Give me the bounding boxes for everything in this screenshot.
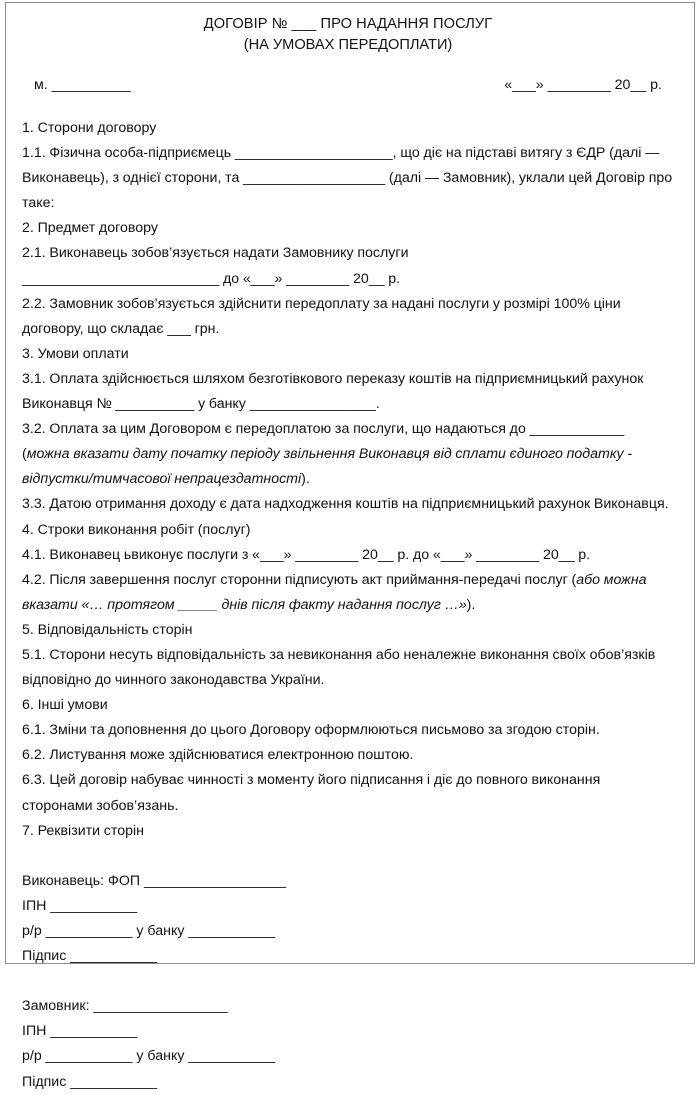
customer-account-line: р/р ___________ у банку ___________ (22, 1048, 276, 1065)
section-6-heading: 6. Інші умови (22, 697, 108, 714)
clause-4-2 (22, 568, 674, 618)
clause-4-1: 4.1. Виконавец ьвиконує послуги з «___» ________ 20__ р. до «___» ________ 20__ р. (22, 546, 591, 563)
requisites-spacer-top (22, 844, 674, 869)
clause-6-3: 6.3. Цей договір набуває чинності з моменту його підписання і діє до повного виконання сторонами зобов’язань. (22, 772, 605, 814)
clause-3-2 (22, 417, 674, 492)
executor-requisites-block (22, 869, 674, 969)
section-5-heading: 5. Відповідальність сторін (22, 621, 193, 638)
section-2-heading: 2. Предмет договору (22, 220, 158, 237)
section-7-heading: 7. Реквізити сторін (22, 822, 144, 839)
customer-tax-id-line: ІПН ___________ (22, 1023, 138, 1040)
document-title-line-2: (НА УМОВАХ ПЕРЕДОПЛАТИ) (243, 37, 453, 53)
clause-2-2: 2.2. Замовник зобов’язується здійснити передоплату за надані послуги у розмірі 100% ціни договору, що складає ___ грн. (22, 295, 625, 337)
customer-name-line: Замовник: _________________ (22, 998, 228, 1015)
executor-account-line: р/р ___________ у банку ___________ (22, 923, 276, 939)
clause-4-2-note: або можна вказати «… протягом _____ днів після факту надання послуг …» (22, 571, 651, 613)
clause-3-2-note: можна вказати дату початку періоду звільнення Виконавця від сплати єдиного податку - відпустки/тимчасової непрацездатності (22, 446, 636, 488)
executor-signature-line: Підпис ___________ (22, 948, 158, 965)
date-field: «___» ________ 20__ р. (504, 77, 662, 93)
customer-signature-line: Підпис ___________ (22, 1073, 158, 1090)
clause-2-1: 2.1. Виконавець зобов’язується надати Замовнику послуги (22, 245, 409, 262)
document-title-line-1: ДОГОВІР № ___ ПРО НАДАННЯ ПОСЛУГ (203, 16, 493, 32)
clause-6-2: 6.2. Листування може здійснюватися електронною поштою. (22, 747, 414, 764)
clause-5-1: 5.1. Сторони несуть відповідальність за невиконання або неналежне виконання своїх обов’язків відповідно до чинного законодавства України. (22, 646, 660, 689)
clause-3-1: 3.1. Оплата здійснюється шляхом безготівкового переказу коштів на підприємницький рахунок Виконавця № __________ у банку ________________. (22, 370, 648, 413)
section-4-heading: 4. Строки виконання робіт (послуг) (22, 521, 251, 538)
document-meta-row (22, 75, 674, 95)
customer-requisites-block (22, 994, 674, 1094)
document-body (22, 116, 674, 1095)
section-1-heading: 1. Сторони договору (22, 120, 157, 136)
section-3-heading: 3. Умови оплати (22, 345, 129, 362)
clause-4-2-text: 4.2. Після завершення послуг сторонни підписують акт приймання-передачі послуг ( (22, 571, 577, 588)
executor-tax-id-line: ІПН ___________ (22, 897, 138, 914)
executor-name-line: Виконавець: ФОП __________________ (22, 872, 287, 889)
clause-3-2-tail: ). (301, 471, 310, 488)
clause-4-2-tail: ). (466, 596, 476, 613)
requisites-spacer-middle (22, 969, 674, 994)
clause-3-2-text: 3.2. Оплата за цим Договором є передоплатою за послуги, що надаються до ____________ ( (22, 421, 629, 463)
place-field: м. __________ (34, 77, 131, 93)
clause-6-1: 6.1. Зміни та доповнення до цього Договору оформлюються письмово за згодою сторін. (22, 722, 600, 739)
clause-2-1-continuation: _________________________ до «___» ________ 20__ р. (22, 270, 401, 287)
clause-1-1: 1.1. Фізична особа-підприємець ____________________, що діє на підставі витягу з ЄДР (далі — Виконавець), з однієї сторони, та __________________ (далі — Замовник), уклали цей Договір про таке: (22, 145, 676, 212)
clause-3-3: 3.3. Датою отримання доходу є дата надходження коштів на підприємницький рахунок Виконавця. (22, 496, 669, 513)
